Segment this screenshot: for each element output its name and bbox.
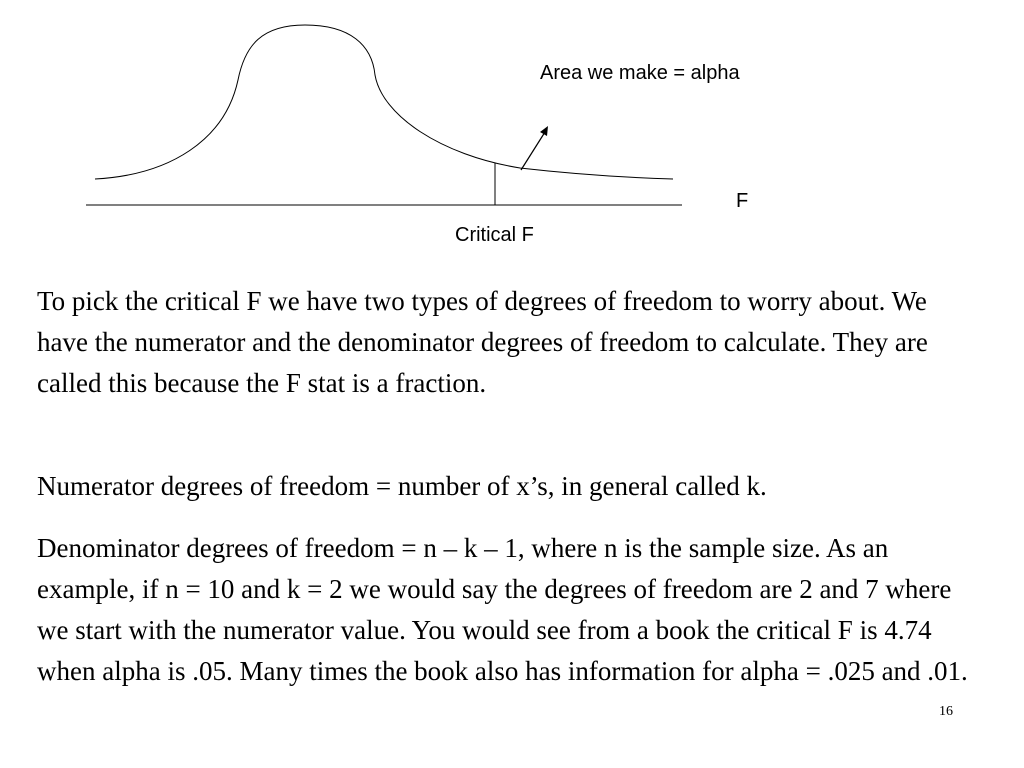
paragraph-degrees-of-freedom-intro: To pick the critical F we have two types of degrees of freedom to worry about. We have the numerator and the denominator degrees of freedom to calculate. They are called this because the F stat is a fraction.	[37, 286, 928, 398]
critical-f-label: Critical F	[455, 224, 534, 246]
paragraph-numerator-df: Numerator degrees of freedom = number of x’s, in general called k.	[37, 471, 767, 501]
alpha-area-label: Area we make = alpha	[540, 62, 740, 84]
axis-f-label: F	[736, 190, 749, 212]
alpha-arrow-shaft	[521, 132, 545, 170]
f-distribution-curve	[95, 25, 673, 179]
paragraph-denominator-df: Denominator degrees of freedom = n – k – 1, where n is the sample size. As an example, if n = 10 and k = 2 we would say the degrees of freedom are 2 and 7 where we start with the numerator value. You would see from a book the critical F is 4.74 when alpha is .05. Many times the book also has information for alpha = .025 and .01.	[37, 533, 968, 686]
f-distribution-diagram	[0, 0, 1024, 260]
slide-number: 16	[939, 704, 953, 719]
